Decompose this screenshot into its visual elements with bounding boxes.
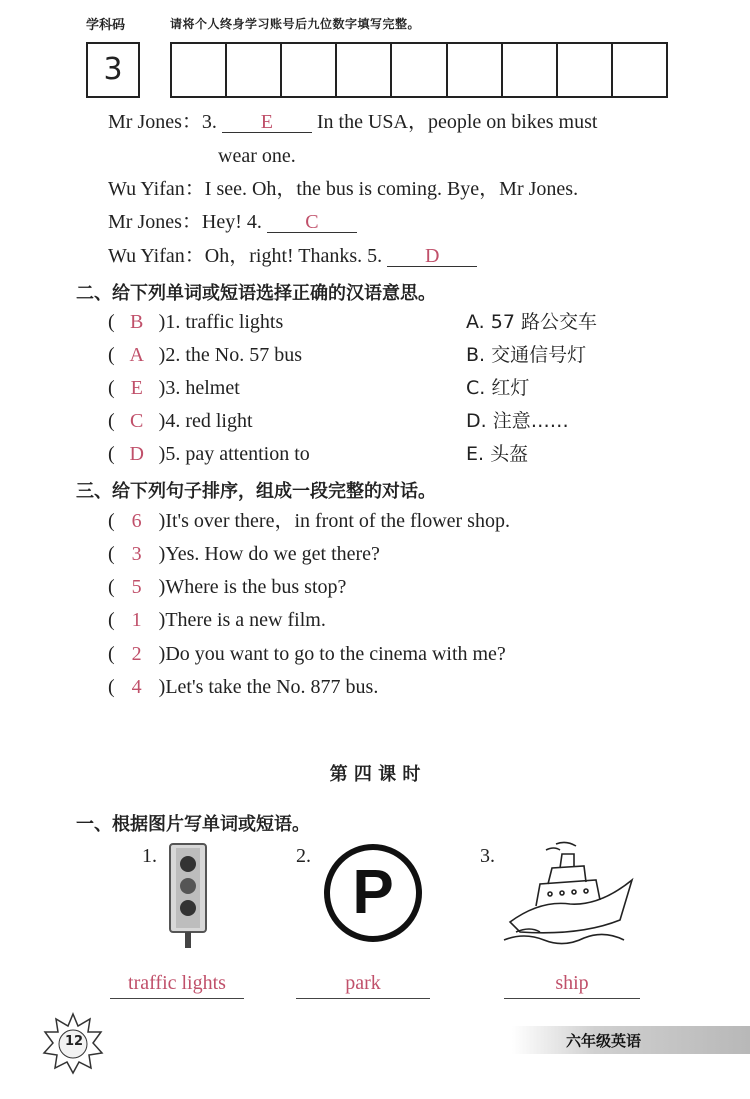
account-instruction: 请将个人终身学习账号后九位数字填写完整。 bbox=[170, 17, 421, 31]
list-item: ( A )2. the No. 57 bus bbox=[108, 344, 302, 366]
answer-blank[interactable]: C bbox=[267, 210, 357, 233]
option-text: C. 红灯 bbox=[466, 377, 530, 399]
answer-line[interactable]: park bbox=[296, 972, 430, 999]
picture-number: 1. bbox=[142, 845, 157, 867]
item-text: )It's over there，in front of the flower shop. bbox=[158, 510, 510, 532]
digit-cell[interactable] bbox=[558, 44, 613, 96]
grade-label: 六年级英语 bbox=[566, 1032, 642, 1050]
item-text: )2. the No. 57 bus bbox=[158, 344, 302, 366]
dialogue-text: I see. Oh，the bus is coming. Bye，Mr Jones. bbox=[204, 178, 579, 200]
section-3-title: 三、给下列句子排序，组成一段完整的对话。 bbox=[76, 481, 436, 502]
dialogue-text: Hey! 4. bbox=[201, 211, 262, 233]
digit-cell[interactable] bbox=[448, 44, 503, 96]
list-item: ( 6 )It's over there，in front of the flower shop. bbox=[108, 510, 510, 532]
item-text: )Let's take the No. 877 bus. bbox=[158, 676, 379, 698]
answer-slot[interactable]: E bbox=[130, 377, 143, 399]
answer-blank[interactable]: E bbox=[222, 110, 312, 133]
option-text: E. 头盔 bbox=[466, 443, 529, 465]
traffic-light-icon bbox=[166, 842, 210, 954]
digit-cell[interactable] bbox=[227, 44, 282, 96]
parking-sign-icon bbox=[322, 842, 424, 948]
answer-slot[interactable]: 3 bbox=[131, 543, 142, 565]
answer-slot[interactable]: 4 bbox=[131, 676, 142, 698]
answer-slot[interactable]: 6 bbox=[131, 510, 142, 532]
subject-code-label: 学科码 bbox=[86, 18, 126, 33]
section-2-title: 二、给下列单词或短语选择正确的汉语意思。 bbox=[76, 283, 436, 304]
answer-line[interactable]: traffic lights bbox=[110, 972, 244, 999]
answer-slot[interactable]: A bbox=[129, 344, 144, 366]
dialogue-line-2 bbox=[108, 177, 578, 201]
answer-slot[interactable]: 5 bbox=[131, 576, 142, 598]
digit-cell[interactable] bbox=[503, 44, 558, 96]
dialogue-line-1 bbox=[108, 110, 597, 134]
list-item: ( B )1. traffic lights bbox=[108, 311, 284, 333]
question-number: 3. bbox=[201, 111, 217, 133]
item-text: )Yes. How do we get there? bbox=[158, 543, 380, 565]
list-item: ( D )5. pay attention to bbox=[108, 443, 310, 465]
option-text: D. 注意…… bbox=[466, 410, 569, 432]
dialogue-line-3 bbox=[108, 210, 357, 234]
item-text: )4. red light bbox=[158, 410, 253, 432]
list-item: ( 2 )Do you want to go to the cinema with me? bbox=[108, 643, 506, 665]
lesson-title: 第 四 课 时 bbox=[329, 764, 421, 785]
option-text: B. 交通信号灯 bbox=[466, 344, 587, 366]
item-text: )Where is the bus stop? bbox=[158, 576, 347, 598]
answer-slot[interactable]: C bbox=[130, 410, 144, 432]
item-text: )1. traffic lights bbox=[158, 311, 284, 333]
answer-slot[interactable]: B bbox=[130, 311, 144, 333]
digit-cell[interactable] bbox=[282, 44, 337, 96]
list-item: ( 5 )Where is the bus stop? bbox=[108, 576, 347, 598]
list-item: ( 3 )Yes. How do we get there? bbox=[108, 543, 380, 565]
subject-code-value: 3 bbox=[103, 52, 123, 87]
picture-section-title: 一、根据图片写单词或短语。 bbox=[76, 814, 310, 835]
account-digit-boxes[interactable] bbox=[170, 42, 668, 98]
list-item: ( 1 )There is a new film. bbox=[108, 609, 326, 631]
subject-code-box bbox=[86, 42, 140, 98]
digit-cell[interactable] bbox=[392, 44, 447, 96]
item-text: )5. pay attention to bbox=[158, 443, 310, 465]
dialogue-line-4 bbox=[108, 244, 477, 268]
item-text: )Do you want to go to the cinema with me? bbox=[158, 643, 506, 665]
dialogue-text: Oh，right! Thanks. 5. bbox=[204, 245, 383, 267]
answer-line[interactable]: ship bbox=[504, 972, 640, 999]
speaker: Mr Jones： bbox=[108, 111, 202, 133]
answer-slot[interactable]: 2 bbox=[131, 643, 142, 665]
dialogue-text: In the USA，people on bikes must bbox=[316, 111, 598, 133]
answer-slot[interactable]: 1 bbox=[131, 609, 142, 631]
answer-slot[interactable]: D bbox=[129, 443, 144, 465]
list-item: ( 4 )Let's take the No. 877 bus. bbox=[108, 676, 379, 698]
picture-number: 3. bbox=[480, 845, 495, 867]
digit-cell[interactable] bbox=[337, 44, 392, 96]
digit-cell[interactable] bbox=[172, 44, 227, 96]
item-text: )3. helmet bbox=[158, 377, 240, 399]
ship-icon bbox=[500, 840, 640, 954]
sign-letter: P bbox=[352, 858, 394, 927]
list-item: ( C )4. red light bbox=[108, 410, 253, 432]
page-number: 12 bbox=[64, 1034, 84, 1049]
speaker: Mr Jones： bbox=[108, 211, 202, 233]
answer-blank[interactable]: D bbox=[387, 244, 477, 267]
dialogue-line-1-cont: wear one. bbox=[218, 145, 296, 167]
speaker: Wu Yifan： bbox=[108, 245, 205, 267]
item-text: )There is a new film. bbox=[158, 609, 326, 631]
digit-cell[interactable] bbox=[613, 44, 666, 96]
list-item: ( E )3. helmet bbox=[108, 377, 240, 399]
picture-number: 2. bbox=[296, 845, 311, 867]
option-text: A. 57 路公交车 bbox=[466, 311, 597, 333]
speaker: Wu Yifan： bbox=[108, 178, 205, 200]
